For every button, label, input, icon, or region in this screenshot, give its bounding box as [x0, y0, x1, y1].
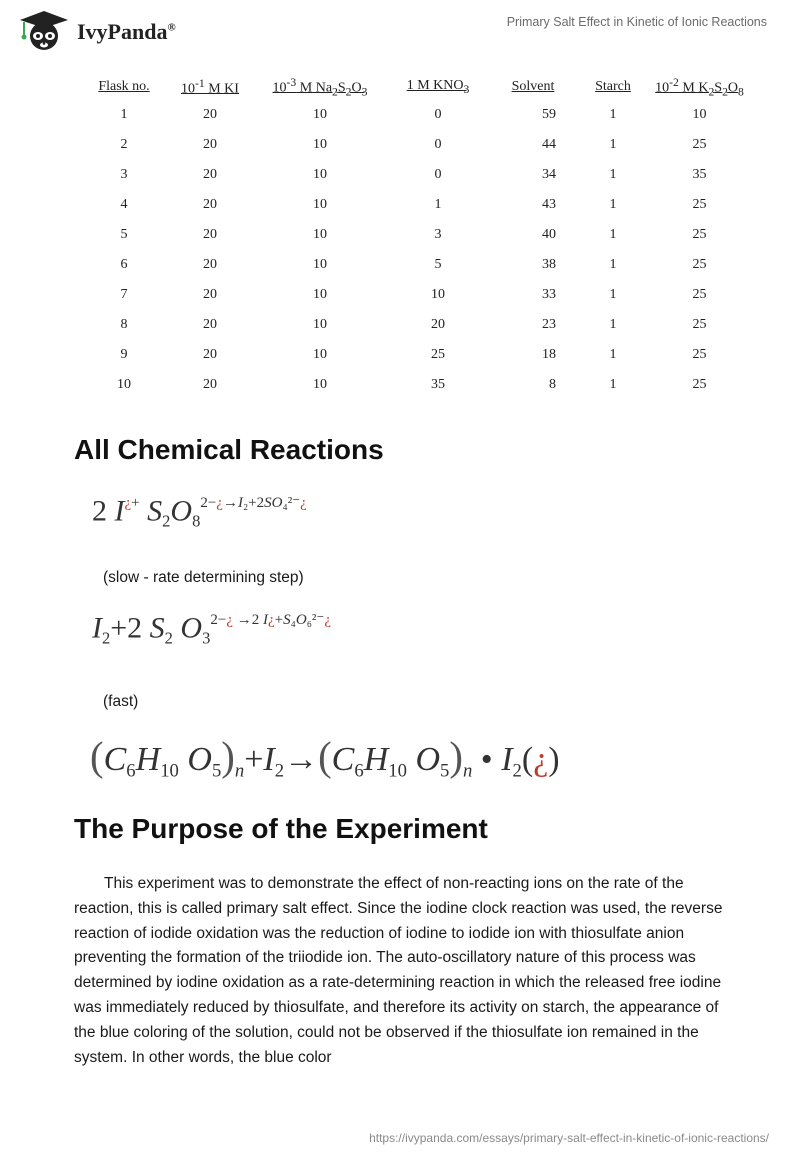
col-starch: Starch	[595, 79, 631, 94]
section-heading-purpose: The Purpose of the Experiment	[74, 813, 488, 844]
reagent-table	[84, 74, 747, 400]
table-cell: 25	[692, 377, 707, 392]
table-cell: 25	[692, 317, 707, 332]
table-row	[84, 190, 747, 220]
table-cell: 10	[431, 287, 445, 302]
k-head-s: S	[714, 80, 723, 96]
table-cell: 6	[120, 257, 128, 272]
reaction-equation-2: $I_2+2$ $S_2$ $O_3^{2-¿ \to 2 I¿+S_4O_6^{2-}¿}$	[92, 611, 332, 648]
reaction-note-fast: (fast)	[103, 693, 139, 710]
table-cell: 34	[542, 167, 556, 182]
table-cell: 38	[542, 257, 556, 272]
table-cell: 3	[120, 167, 128, 182]
table-cell: 1	[609, 107, 617, 122]
k-head-coef: 10	[655, 80, 670, 96]
table-cell: 10	[313, 197, 327, 212]
table-cell: 1	[609, 167, 617, 182]
table-cell: 1	[609, 317, 617, 332]
k-head-label: M K	[678, 80, 709, 96]
table-cell: 10	[313, 257, 327, 272]
table-cell: 25	[692, 257, 707, 272]
table-cell: 1	[609, 377, 617, 392]
reaction-equation-3: ($C_6H_{10}$ $O_5)_n+I_2\to(C_6H_{10}$ $O_5)_n$ • $I_2(¿)$	[90, 734, 560, 782]
table-cell: 33	[542, 287, 556, 302]
table-cell: 25	[431, 347, 445, 362]
table-cell: 25	[692, 137, 707, 152]
col-k2s2o8: $10^{-2}$ M $K_2S_2O_8$	[655, 75, 744, 99]
table-cell: 10	[313, 137, 327, 152]
table-cell: 20	[203, 197, 217, 212]
k-head-exp: -2	[669, 75, 679, 89]
table-cell: 0	[434, 107, 442, 122]
table-cell: 10	[313, 107, 327, 122]
kno3-head-label: 1 M KNO	[406, 78, 464, 94]
table-row	[84, 310, 747, 340]
table-cell: 10	[313, 167, 327, 182]
ki-head-coef: 10	[181, 81, 196, 97]
table-header-row	[84, 74, 747, 100]
table-cell: 10	[313, 347, 327, 362]
table-body	[84, 100, 747, 400]
table-cell: 1	[434, 197, 442, 212]
table-cell: 44	[542, 137, 556, 152]
table-cell: 1	[120, 107, 128, 122]
table-cell: 20	[203, 347, 217, 362]
na-head-o: O	[351, 80, 362, 96]
na-head-s: S	[337, 80, 346, 96]
col-flask-no: Flask no.	[98, 79, 150, 94]
table-cell: 25	[692, 197, 707, 212]
ki-head-label: M KI	[204, 81, 239, 97]
table-row	[84, 220, 747, 250]
table-cell: 10	[313, 287, 327, 302]
na-head-label: M Na	[296, 80, 333, 96]
table-row	[84, 100, 747, 130]
table-cell: 23	[542, 317, 556, 332]
table-cell: 3	[434, 227, 442, 242]
table-row	[84, 250, 747, 280]
table-cell: 10	[117, 377, 131, 392]
table-cell: 59	[542, 107, 556, 122]
table-cell: 5	[120, 227, 128, 242]
col-kno3: 1 M $KNO_3$	[406, 78, 470, 96]
table-cell: 25	[692, 347, 707, 362]
table-cell: 25	[692, 227, 707, 242]
table-cell: 10	[313, 227, 327, 242]
table-cell: 1	[609, 197, 617, 212]
brand-name[interactable]: IvyPanda®	[77, 19, 176, 44]
na-head-exp: -3	[286, 75, 297, 89]
col-ki	[164, 74, 256, 100]
table-cell: 35	[431, 377, 445, 392]
table-row	[84, 130, 747, 160]
section-heading-reactions: All Chemical Reactions	[74, 434, 384, 465]
table-cell: 20	[203, 317, 217, 332]
table-cell: 18	[542, 347, 556, 362]
col-solvent: Solvent	[511, 79, 555, 94]
table-cell: 5	[434, 257, 442, 272]
table-cell: 2	[120, 137, 128, 152]
page-header	[0, 0, 800, 62]
table-cell: 25	[692, 287, 707, 302]
ivypanda-logo-icon[interactable]	[14, 8, 74, 54]
table-cell: 43	[542, 197, 556, 212]
table-cell: 40	[542, 227, 556, 242]
table-cell: 20	[203, 377, 217, 392]
table-cell: 20	[203, 137, 217, 152]
table-cell: 4	[120, 197, 128, 212]
reaction-equation-1: 2 I¿+ $S_2O_8^{2-¿\to I_2+2SO_4^{2-}¿}$	[92, 494, 307, 531]
table-cell: 1	[609, 137, 617, 152]
table-row	[84, 370, 747, 400]
table-cell: 20	[203, 227, 217, 242]
table-cell: 7	[120, 287, 128, 302]
table-row	[84, 280, 747, 310]
purpose-paragraph: This experiment was to demonstrate the effect of non-reacting ions on the rate of the reaction, this is called primary salt effect. Since the iodine clock reaction was used, the reverse reaction of iodide oxidation was the reduction of iodine to iodide ion with thiosulfate anion preventing the formation of the triiodide ion. The auto-oscillatory nature of this process was determined by iodine oxidation as a rate-determining reaction in which the released free iodine was immediately reduced by thiosulfate, and therefore its activity on starch, the appearance of the blue coloring of the solution, could not be observed if the thiosulfate ion remained in the system. In other words, the blue color	[74, 875, 723, 1066]
reaction-note-slow: (slow - rate determining step)	[103, 569, 304, 586]
col-na2s2o3: $10^{-3}$ M $Na_2S_2O_3$	[272, 75, 368, 99]
table-cell: 0	[434, 167, 442, 182]
table-cell: 8	[549, 377, 556, 392]
table-cell: 10	[313, 377, 327, 392]
table-cell: 35	[692, 167, 707, 182]
table-cell: 8	[120, 317, 128, 332]
na-head-coef: 10	[272, 80, 287, 96]
table-cell: 20	[203, 257, 217, 272]
table-cell: 1	[609, 227, 617, 242]
source-url-link[interactable]: https://ivypanda.com/essays/primary-salt-effect-in-kinetic-of-ionic-reactions/	[369, 1131, 769, 1145]
table-row	[84, 160, 747, 190]
table-cell: 20	[203, 287, 217, 302]
k-head-o: O	[727, 80, 739, 96]
table-cell: 10	[692, 107, 707, 122]
table-cell: 0	[434, 137, 442, 152]
table-cell: 20	[431, 317, 445, 332]
table-cell: 20	[203, 167, 217, 182]
table-cell: 1	[609, 287, 617, 302]
table-row	[84, 340, 747, 370]
table-cell: 9	[120, 347, 128, 362]
table-cell: 10	[313, 317, 327, 332]
page-title: Primary Salt Effect in Kinetic of Ionic Reactions	[506, 15, 767, 29]
table-cell: 1	[609, 347, 617, 362]
ki-head-exp: -1	[195, 76, 205, 90]
table-cell: 20	[203, 107, 217, 122]
table-cell: 1	[609, 257, 617, 272]
